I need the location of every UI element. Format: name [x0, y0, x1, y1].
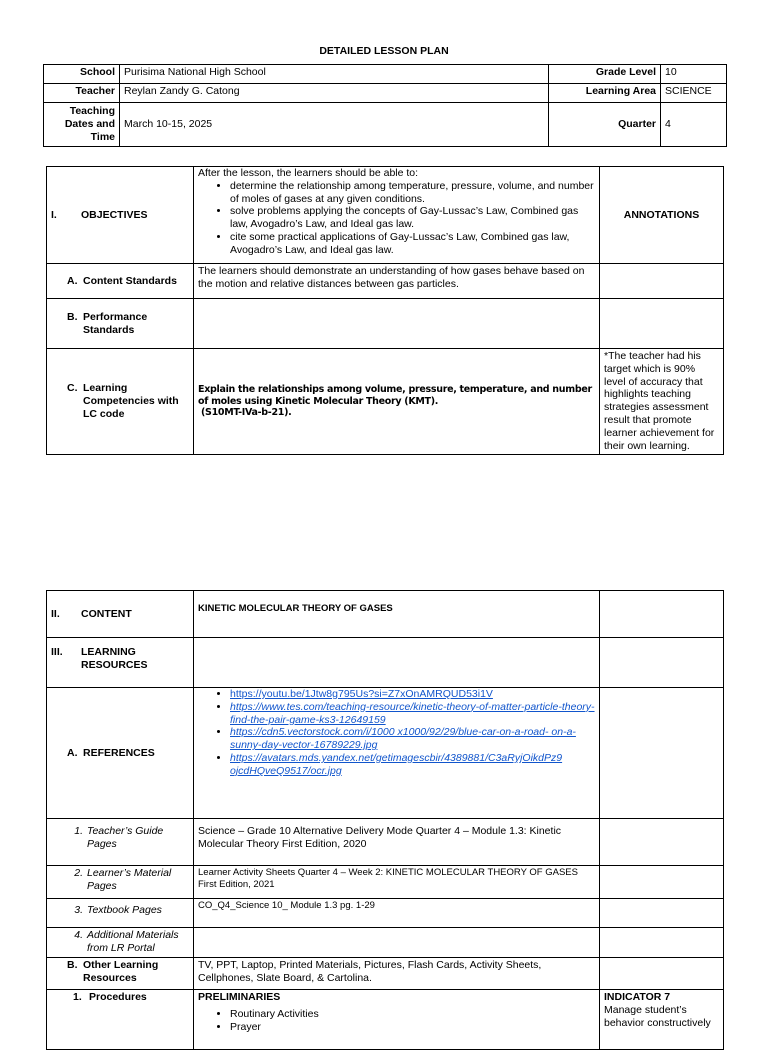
other-label: Other Learning Resources: [83, 959, 159, 984]
tb-key: 3.: [74, 904, 83, 916]
objectives-table: [46, 166, 724, 455]
resources-num: III.: [51, 646, 63, 658]
lm-key: 2.: [74, 867, 83, 879]
objective-item: • cite some practical applications of Gay-Lussac’s Law, Combined gas law, Avogadro’s Law, and Ideal gas law.: [230, 231, 595, 257]
competency-note: *The teacher had his target which is 90% level of accuracy that highlights teaching strategies assessment result that promote learner achievement for their own learning.: [600, 349, 724, 455]
dates-value: March 10-15, 2025: [120, 103, 549, 147]
reference-link[interactable]: https://youtu.be/1Jtw8g795Us?si=Z7xOnAMRQUD53i1V: [230, 688, 493, 700]
other-heading: [47, 958, 194, 990]
objectives-label: OBJECTIVES: [81, 208, 148, 221]
reference-link[interactable]: https://www.tes.com/teaching-resource/kinetic-theory-of-matter-particle-theory-find-the-pair-game-ks3-12649159: [230, 700, 595, 726]
references-list: [198, 688, 595, 778]
lm-label: Learner’s Material Pages: [87, 867, 172, 892]
other-annotation: [600, 958, 724, 990]
reference-item: [230, 726, 595, 752]
resources-heading: [47, 638, 194, 688]
lm-heading: [47, 866, 194, 899]
area-label: Learning Area: [549, 84, 661, 103]
tg-key: 1.: [74, 825, 83, 837]
objectives-heading: [47, 167, 194, 264]
proc-item: • Prayer: [230, 1021, 595, 1034]
reference-item: [230, 688, 595, 701]
references-annotation: [600, 688, 724, 819]
annotations-heading: ANNOTATIONS: [600, 167, 724, 264]
resources-annotation: [600, 638, 724, 688]
resources-value: [194, 638, 600, 688]
reference-item: [230, 752, 595, 778]
procedures-heading: [47, 990, 194, 1050]
am-key: 4.: [74, 929, 83, 941]
lm-annotation: [600, 866, 724, 899]
performance-key: B.: [67, 310, 78, 323]
objectives-cell: [194, 167, 600, 264]
school-label: School: [44, 65, 120, 84]
page-title: DETAILED LESSON PLAN: [319, 45, 449, 57]
am-label: Additional Materials from LR Portal: [87, 929, 179, 954]
lm-value: Learner Activity Sheets Quarter 4 – Week 2: KINETIC MOLECULAR THEORY OF GASES First Edition, 2021: [194, 866, 600, 899]
content-standards-annotation: [600, 264, 724, 299]
competency-cell: [194, 349, 600, 455]
objectives-num: I.: [51, 208, 57, 221]
content-standards-key: A.: [67, 274, 78, 287]
indicator-title: INDICATOR 7: [604, 991, 671, 1003]
indicator-cell: [600, 990, 724, 1050]
content-num: II.: [51, 607, 60, 620]
performance-label: Performance Standards: [83, 310, 148, 336]
objectives-list: [198, 180, 595, 257]
header-table: [43, 64, 727, 147]
other-value: TV, PPT, Laptop, Printed Materials, Pictures, Flash Cards, Activity Sheets, Cellphones, Slate Board, & Cartolina.: [194, 958, 600, 990]
competency-text: Explain the relationships among volume, pressure, temperature, and number of moles using Kinetic Molecular Theory (KMT).: [198, 384, 592, 407]
teacher-label: Teacher: [44, 84, 120, 103]
am-heading: [47, 928, 194, 958]
reference-link[interactable]: https://cdn5.vectorstock.com/i/1000 x1000/92/29/blue-car-on-a-road- on-a-sunny-day-vector-16789229.jpg: [230, 726, 576, 752]
objective-item: • solve problems applying the concepts of Gay-Lussac’s Law, Combined gas law, Avogadro’s Law, and Ideal gas law.: [230, 205, 595, 231]
competency-key: C.: [67, 382, 78, 395]
proc-key: 1.: [73, 991, 82, 1003]
resources-label: LEARNING RESOURCES: [81, 646, 148, 671]
competency-heading: [47, 349, 194, 455]
tb-label: Textbook Pages: [87, 904, 162, 916]
performance-standards-annotation: [600, 299, 724, 349]
quarter-label: Quarter: [549, 103, 661, 147]
quarter-value: 4: [661, 103, 727, 147]
reference-item: [230, 701, 595, 727]
tg-label: Teacher’s Guide Pages: [87, 825, 164, 850]
content-standards-label: Content Standards: [83, 274, 177, 287]
content-standards-heading: [47, 264, 194, 299]
content-heading: [47, 591, 194, 638]
grade-value: 10: [661, 65, 727, 84]
references-key: A.: [67, 746, 78, 759]
tg-annotation: [600, 819, 724, 866]
tb-value: CO_Q4_Science 10_ Module 1.3 pg. 1-29: [194, 899, 600, 928]
competency-code: (S10MT-IVa-b-21).: [201, 407, 292, 419]
references-label: REFERENCES: [83, 746, 155, 759]
references-heading: [47, 688, 194, 819]
reference-link[interactable]: https://avatars.mds.yandex.net/getimagescbir/4389881/C3aRyjOikdPz9 ojcdHQveQ9517/ocr.jpg: [230, 751, 563, 777]
content-table: [46, 590, 724, 1050]
school-value: Purisima National High School: [120, 65, 549, 84]
objectives-intro: After the lesson, the learners should be able to:: [198, 167, 419, 179]
am-value: [194, 928, 600, 958]
content-standards-value: The learners should demonstrate an understanding of how gases behave based on the motion and relative distances between gas particles.: [194, 264, 600, 299]
tb-heading: [47, 899, 194, 928]
proc-list: [198, 1008, 595, 1034]
content-annotation: [600, 591, 724, 638]
content-label: CONTENT: [81, 607, 132, 620]
other-key: B.: [67, 959, 78, 971]
tg-heading: [47, 819, 194, 866]
objective-item: • determine the relationship among temperature, pressure, volume, and number of moles of gases at any given conditions.: [230, 180, 595, 206]
performance-standards-heading: [47, 299, 194, 349]
area-value: SCIENCE: [661, 84, 727, 103]
grade-label: Grade Level: [549, 65, 661, 84]
tb-annotation: [600, 899, 724, 928]
proc-title: PRELIMINARIES: [198, 991, 281, 1003]
content-value: KINETIC MOLECULAR THEORY OF GASES: [194, 591, 600, 638]
procedures-cell: [194, 990, 600, 1050]
performance-standards-value: [194, 299, 600, 349]
indicator-text: Manage student’s behavior constructively: [604, 1003, 711, 1029]
teacher-value: Reylan Zandy G. Catong: [120, 84, 549, 103]
proc-item: • Routinary Activities: [230, 1008, 595, 1021]
dates-label: Teaching Dates and Time: [44, 103, 120, 147]
tg-value: Science – Grade 10 Alternative Delivery Mode Quarter 4 – Module 1.3: Kinetic Molecular Theory First Edition, 2020: [194, 819, 600, 866]
references-cell: [194, 688, 600, 819]
competency-label: Learning Competencies with LC code: [83, 382, 179, 420]
proc-label: Procedures: [89, 991, 147, 1003]
am-annotation: [600, 928, 724, 958]
